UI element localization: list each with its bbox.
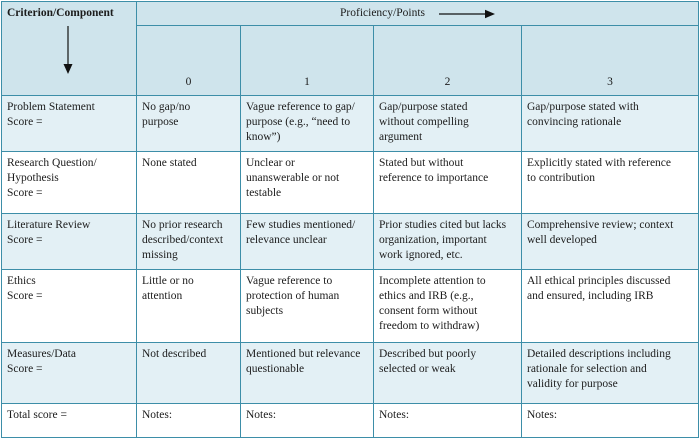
level-header-0: 0 (137, 26, 241, 95)
criterion-cell: Literature Review Score = (2, 214, 137, 270)
proficiency-header-cell (137, 2, 699, 26)
level-0-notes: Notes: (137, 404, 241, 438)
rubric-row-literature-review (2, 214, 699, 270)
level-1-cell: Vague reference to gap/ purpose (e.g., “need to know”) (241, 95, 374, 152)
level-3-cell: Detailed descriptions including rationale for selection and validity for purpose (522, 343, 699, 404)
level-0-cell: Not described (137, 343, 241, 404)
criterion-header: Criterion/Component (7, 7, 114, 19)
level-2-cell: Stated but without reference to importance (374, 152, 522, 214)
rubric-table (1, 1, 699, 438)
level-3-cell: All ethical principles discussed and ensured, including IRB (522, 270, 699, 343)
level-2-cell: Gap/purpose stated without compelling argument (374, 95, 522, 152)
rubric-row-ethics (2, 270, 699, 343)
arrow-down-icon (62, 26, 74, 74)
level-3-cell: Explicitly stated with reference to contribution (522, 152, 699, 214)
level-1-cell: Vague reference to protection of human subjects (241, 270, 374, 343)
rubric-row-problem-statement (2, 95, 699, 152)
level-header-1: 1 (241, 26, 374, 95)
level-0-cell: None stated (137, 152, 241, 214)
level-2-notes: Notes: (374, 404, 522, 438)
criterion-cell: Problem Statement Score = (2, 95, 137, 152)
criterion-cell: Research Question/ Hypothesis Score = (2, 152, 137, 214)
level-header-3: 3 (522, 26, 699, 95)
criterion-cell: Ethics Score = (2, 270, 137, 343)
rubric-row-total-score (2, 404, 699, 438)
level-0-cell: Little or no attention (137, 270, 241, 343)
criterion-cell: Measures/Data Score = (2, 343, 137, 404)
level-2-cell: Described but poorly selected or weak (374, 343, 522, 404)
level-3-notes: Notes: (522, 404, 699, 438)
level-1-cell: Mentioned but relevance questionable (241, 343, 374, 404)
level-header-2: 2 (374, 26, 522, 95)
proficiency-header: Proficiency/Points (340, 7, 425, 19)
criterion-cell: Total score = (2, 404, 137, 438)
level-2-cell: Prior studies cited but lacks organization, important work ignored, etc. (374, 214, 522, 270)
level-1-notes: Notes: (241, 404, 374, 438)
rubric-row-measures-data (2, 343, 699, 404)
level-2-cell: Incomplete attention to ethics and IRB (e.g., consent form without freedom to withdraw) (374, 270, 522, 343)
level-1-cell: Unclear or unanswerable or not testable (241, 152, 374, 214)
level-0-cell: No prior research described/context missing (137, 214, 241, 270)
level-3-cell: Comprehensive review; context well developed (522, 214, 699, 270)
arrow-right-icon (439, 9, 495, 19)
level-1-cell: Few studies mentioned/ relevance unclear (241, 214, 374, 270)
level-3-cell: Gap/purpose stated with convincing rationale (522, 95, 699, 152)
level-0-cell: No gap/no purpose (137, 95, 241, 152)
criterion-header-cell (2, 2, 137, 96)
rubric-row-research-question (2, 152, 699, 214)
